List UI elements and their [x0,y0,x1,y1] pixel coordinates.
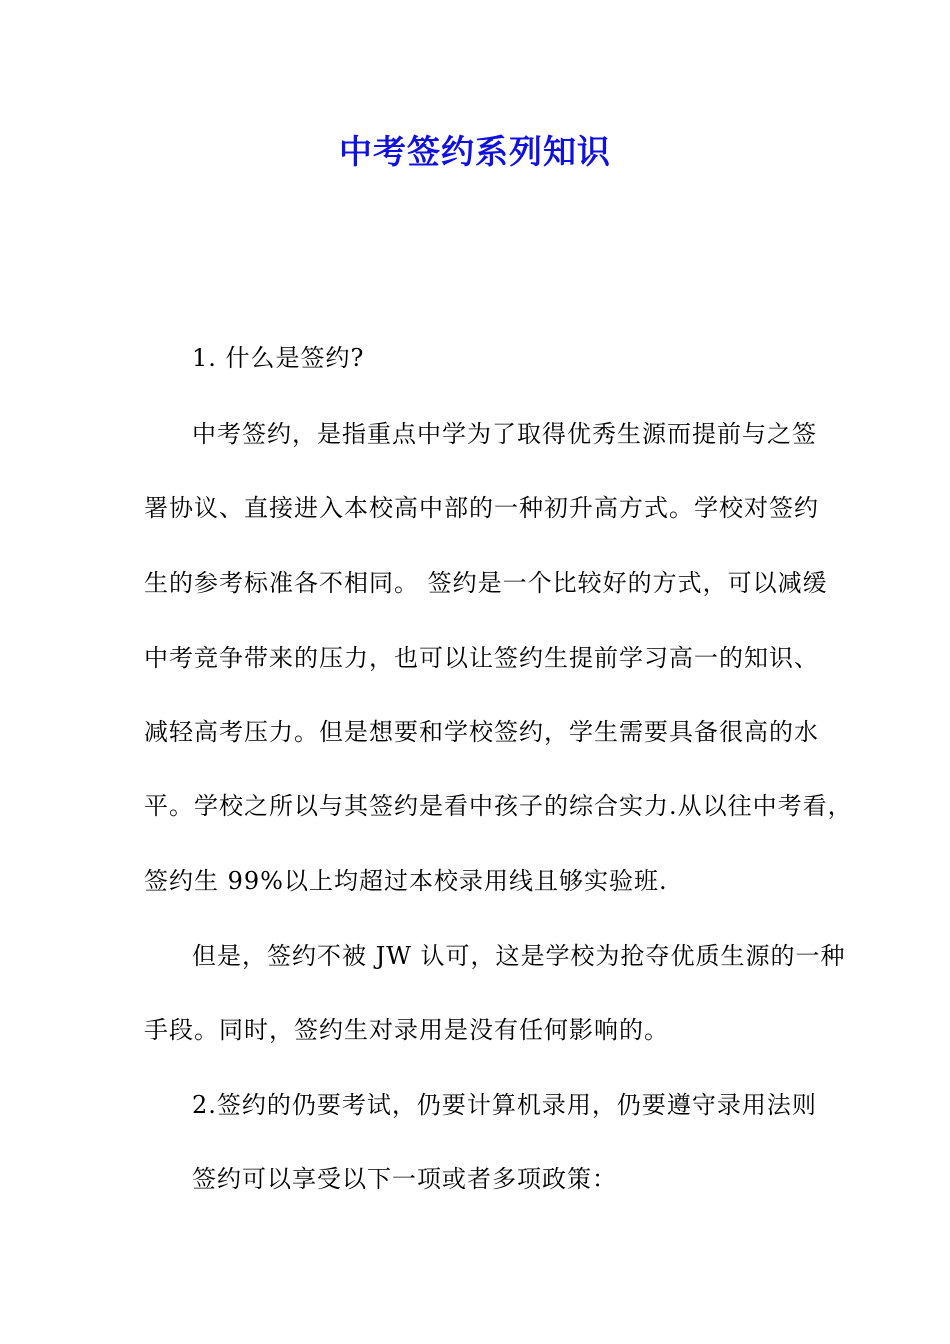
paragraph-line: 中考竞争带来的压力，也可以让签约生提前学习高一的知识、 [144,644,819,672]
paragraph-line: 署协议、直接进入本校高中部的一种初升高方式。学校对签约 [144,494,819,522]
section-heading-2: 2.签约的仍要考试，仍要计算机录用，仍要遵守录用法则 [192,1091,817,1119]
paragraph-line: 中考签约，是指重点中学为了取得优秀生源而提前与之签 [192,420,817,448]
paragraph-line: 生的参考标准各不相同。 签约是一个比较好的方式，可以减缓 [144,569,828,597]
paragraph-line: 签约可以享受以下一项或者多项政策： [192,1165,617,1193]
paragraph-line: 减轻高考压力。但是想要和学校签约，学生需要具备很高的水 [144,718,819,746]
document-title: 中考签约系列知识 [339,132,611,171]
paragraph-line: 签约生 99%以上均超过本校录用线且够实验班. [144,867,668,895]
paragraph-line: 但是，签约不被 JW 认可，这是学校为抢夺优质生源的一种 [192,942,846,970]
paragraph-line: 手段。同时，签约生对录用是没有任何影响的。 [144,1016,669,1044]
section-heading-1: 1. 什么是签约? [192,344,365,372]
paragraph-line: 平。学校之所以与其签约是看中孩子的综合实力.从以往中考看， [144,792,853,820]
